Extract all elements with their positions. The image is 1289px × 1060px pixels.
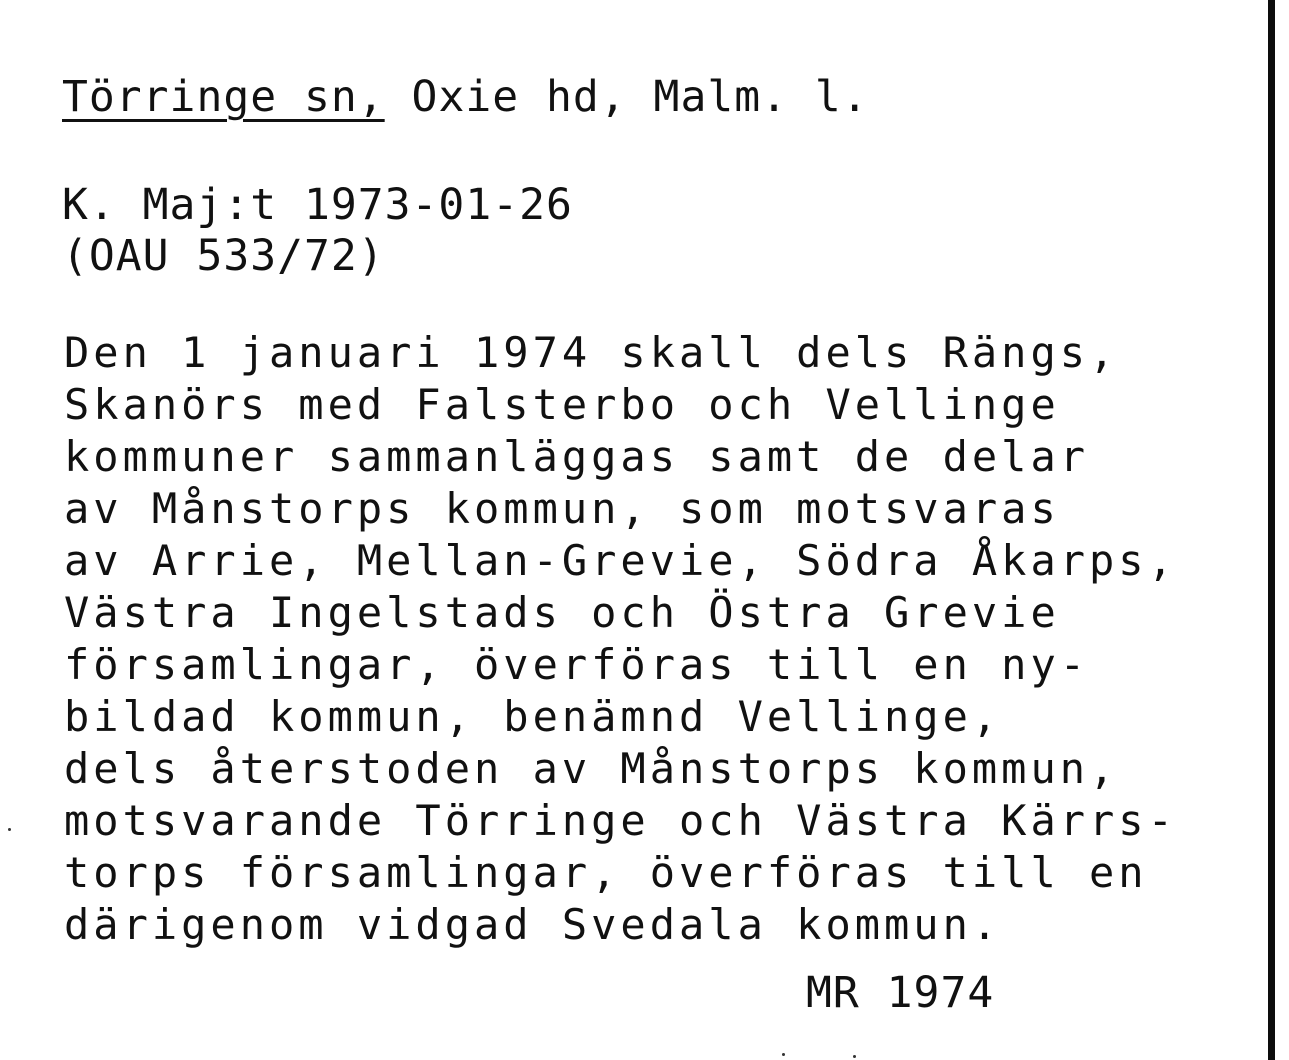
body-line: därigenom vidgad Svedala kommun.	[64, 900, 1002, 949]
body-line: av Månstorps kommun, som motsvaras	[64, 484, 1060, 533]
decision-case-number: (OAU 533/72)	[62, 231, 385, 281]
body-line: Västra Ingelstads och Östra Grevie	[64, 588, 1060, 637]
scan-speck	[782, 1053, 785, 1056]
body-line: kommuner sammanläggas samt de delar	[64, 432, 1090, 481]
card-edge-line	[1268, 0, 1275, 1060]
body-line: motsvarande Törringe och Västra Kärrs-	[64, 796, 1177, 845]
parish-name: Törringe sn,	[62, 72, 385, 122]
body-line: bildad kommun, benämnd Vellinge,	[64, 692, 1002, 741]
body-line: torps församlingar, överföras till en	[64, 848, 1148, 897]
body-line: Den 1 januari 1974 skall dels Rängs,	[64, 328, 1119, 377]
district-info: Oxie hd, Malm. l.	[384, 72, 869, 122]
card-heading	[62, 72, 869, 122]
decision-reference	[62, 180, 573, 282]
body-line: dels återstoden av Månstorps kommun,	[64, 744, 1119, 793]
signature-initials: MR 1974	[806, 968, 995, 1018]
scan-speck	[8, 828, 11, 831]
body-line: församlingar, överföras till en ny-	[64, 640, 1090, 689]
decision-date: K. Maj:t 1973-01-26	[62, 180, 573, 230]
body-line: av Arrie, Mellan-Grevie, Södra Åkarps,	[64, 536, 1177, 585]
scan-speck	[853, 1055, 856, 1058]
card-body-text	[64, 327, 1177, 951]
body-line: Skanörs med Falsterbo och Vellinge	[64, 380, 1060, 429]
